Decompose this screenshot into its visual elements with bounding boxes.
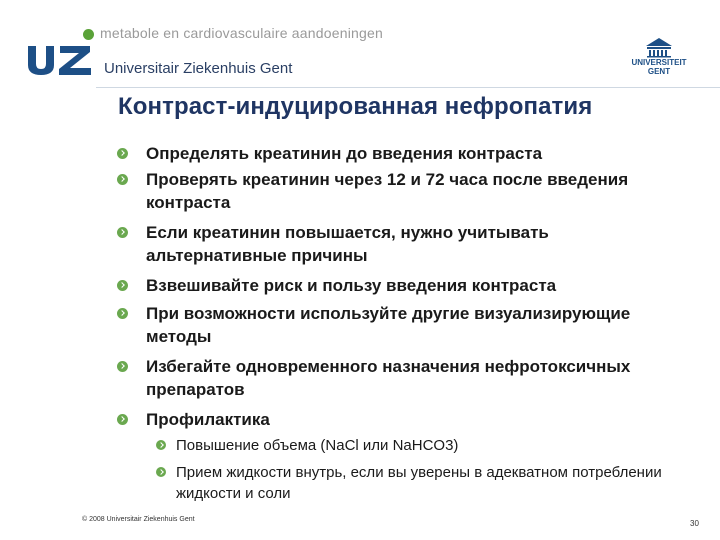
slide-title: Контраст-индуцированная нефропатия (118, 93, 593, 120)
bullet-item: Проверять креатинин через 12 и 72 часа после введения контраста (146, 168, 666, 214)
bullet-item: Взвешивайте риск и пользу введения контраста (146, 274, 666, 297)
bullet-item: Определять креатинин до введения контраста (146, 142, 666, 165)
bullet-item: Если креатинин повышается, нужно учитывать альтернативные причины (146, 221, 666, 267)
footer-copyright: © 2008 Universitair Ziekenhuis Gent (82, 516, 195, 523)
sub-bullet-item: Прием жидкости внутрь, если вы уверены в адекватном потреблении жидкости и соли (176, 462, 676, 504)
university-logo-text: UNIVERSITEIT GENT (631, 58, 687, 76)
organization-name: Universitair Ziekenhuis Gent (104, 60, 293, 77)
title-divider (96, 87, 720, 88)
sub-bullet-item: Повышение объема (NaCl или NaHCO3) (176, 435, 676, 456)
bullet-arrow-icon (117, 280, 128, 291)
bullet-arrow-icon (117, 361, 128, 372)
bullet-arrow-icon (117, 174, 128, 185)
bullet-arrow-icon (156, 467, 166, 477)
department-tagline: metabole en cardiovasculaire aandoeningen (100, 25, 383, 41)
bullet-arrow-icon (117, 148, 128, 159)
slide-header (0, 0, 720, 95)
bullet-arrow-icon (156, 440, 166, 450)
bullet-item: Профилактика (146, 408, 666, 431)
bullet-arrow-icon (117, 308, 128, 319)
bullet-item: При возможности используйте другие визуализирующие методы (146, 302, 666, 348)
uz-logo (24, 44, 98, 76)
bullet-item: Избегайте одновременного назначения нефротоксичных препаратов (146, 355, 666, 401)
green-dot-icon (83, 29, 94, 40)
page-number: 30 (690, 519, 699, 528)
bullet-arrow-icon (117, 227, 128, 238)
bullet-arrow-icon (117, 414, 128, 425)
